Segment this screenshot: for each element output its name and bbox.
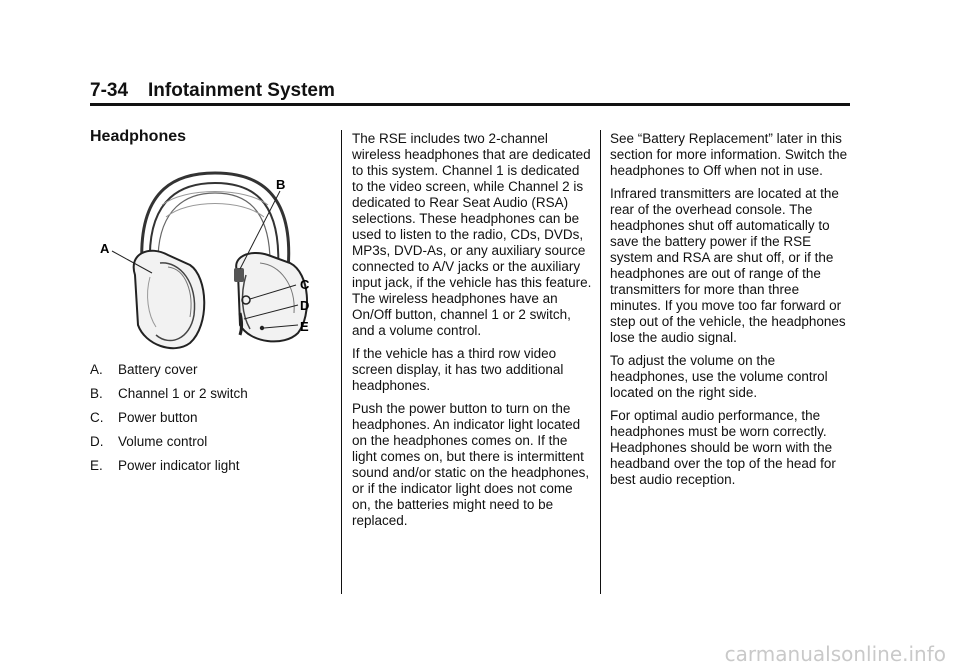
- page-header: [90, 80, 850, 102]
- header-rule: [90, 103, 850, 106]
- column-divider: [341, 130, 342, 594]
- paragraph: Infrared transmitters are located at the rear of the overhead console. The headphones shut off automatically to save the battery power if the RSE system and RSA are shut off, or if the headphones are out of range of the transmitters for more than three minutes. If you move too far forward or step out of the vehicle, the headphones lose the audio signal.: [610, 186, 846, 345]
- legend-letter: D.: [90, 434, 104, 449]
- paragraph: To adjust the volume on the headphones, use the volume control located on the right side.: [610, 353, 828, 400]
- legend-text: Power indicator light: [118, 458, 240, 473]
- legend-text: Channel 1 or 2 switch: [118, 386, 248, 401]
- legend-item: [90, 362, 330, 378]
- legend-text: Battery cover: [118, 362, 198, 377]
- paragraph: The RSE includes two 2-channel wireless headphones that are dedicated to this system. Channel 1 is dedicated to the video screen, while Channel 2 is dedicated to Rear Seat Audio (RSA) selections. These headphones can be used to listen to the radio, CDs, DVDs, MP3s, DVD-As, or any auxiliary source connected to A/V jacks or the auxiliary input jack, if the vehicle has this feature. The wireless headphones have an On/Off button, channel 1 or 2 switch, and a volume control.: [352, 131, 592, 338]
- callout-d: D: [300, 298, 310, 313]
- legend-text: Volume control: [118, 434, 208, 449]
- paragraph: See “Battery Replacement” later in this section for more information. Switch the headphones to Off when not in use.: [610, 131, 848, 178]
- legend-text: Power button: [118, 410, 198, 425]
- callout-c: C: [300, 277, 310, 292]
- text-column-3: [610, 131, 850, 495]
- legend-letter: B.: [90, 386, 103, 401]
- callout-b: B: [276, 177, 286, 192]
- paragraph: If the vehicle has a third row video screen display, it has two additional headphones.: [352, 346, 564, 393]
- watermark: carmanualsonline.info: [724, 642, 946, 666]
- section-heading: Headphones: [90, 128, 187, 145]
- legend-letter: A.: [90, 362, 103, 377]
- headphones-illustration: [90, 165, 335, 355]
- legend-item: [90, 458, 330, 474]
- callout-e: E: [300, 319, 309, 334]
- callout-a: A: [100, 241, 110, 256]
- text-column-2: [352, 131, 592, 536]
- headphones-figure: [90, 165, 335, 355]
- legend-letter: E.: [90, 458, 103, 473]
- legend-item: [90, 434, 330, 450]
- legend-item: [90, 386, 330, 402]
- chapter-title: Infotainment System: [148, 80, 335, 101]
- paragraph: For optimal audio performance, the headphones must be worn correctly. Headphones should be worn with the headband over the top of the head for best audio reception.: [610, 408, 836, 487]
- column-divider: [600, 130, 601, 594]
- legend-letter: C.: [90, 410, 104, 425]
- figure-legend: [90, 362, 330, 482]
- page-number: 7-34: [90, 80, 129, 101]
- legend-item: [90, 410, 330, 426]
- paragraph: Push the power button to turn on the headphones. An indicator light located on the headphones comes on. If the light comes on, but there is intermittent sound and/or static on the headphones, or if the indicator light does not come on, the batteries might need to be replaced.: [352, 401, 590, 528]
